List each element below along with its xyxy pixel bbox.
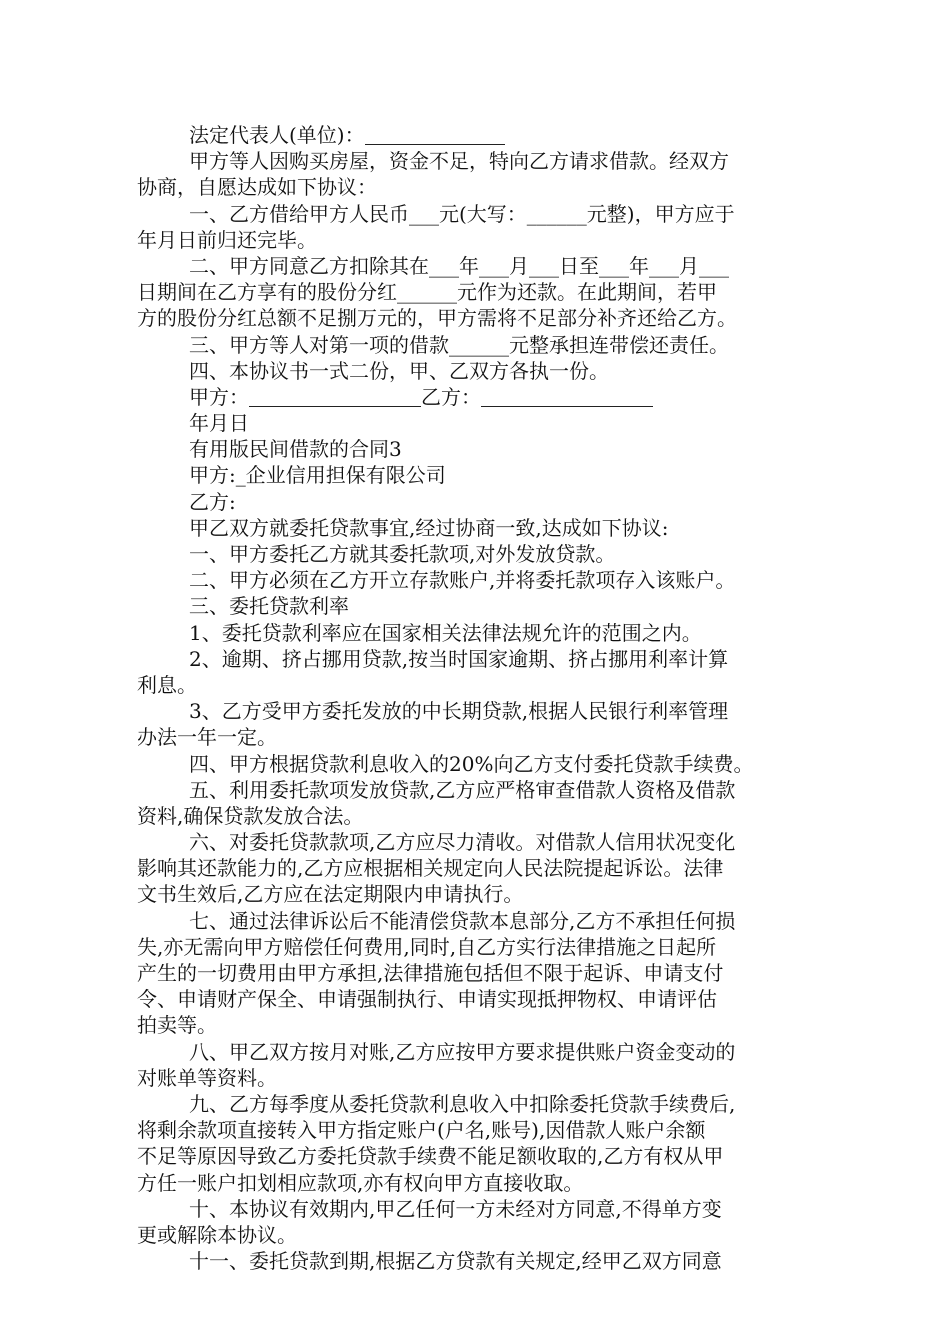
text-line: 失,亦无需向甲方赔偿任何费用,同时,自乙方实行法律措施之日起所 [137, 934, 717, 959]
text-line: 令、申请财产保全、申请强制执行、申请实现抵押物权、申请评估 [137, 987, 717, 1012]
text-line: 方的股份分红总额不足捌万元的，甲方需将不足部分补齐还给乙方。 [137, 306, 737, 331]
text-line: 年月日前归还完毕。 [137, 227, 317, 252]
text-line: 甲方等人因购买房屋，资金不足，特向乙方请求借款。经双方 [189, 149, 729, 174]
text-line: 日期间在乙方享有的股份分红______元作为还款。在此期间，若甲 [137, 280, 717, 305]
text-line: 甲方:_企业信用担保有限公司 [189, 463, 446, 488]
text-line: 协商，自愿达成如下协议： [137, 175, 377, 200]
text-line: 七、通过法律诉讼后不能清偿贷款本息部分,乙方不承担任何损 [189, 908, 736, 933]
text-line: 方任一账户扣划相应款项,亦有权向甲方直接收取。 [137, 1170, 584, 1195]
text-line: 十、本协议有效期内,甲乙任何一方未经对方同意,不得单方变 [189, 1196, 722, 1221]
line-text: 法定代表人(单位)： [189, 123, 365, 147]
date-line: 年月日 [189, 411, 249, 436]
text-line: 五、利用委托款项发放贷款,乙方应严格审查借款人资格及借款 [189, 777, 736, 802]
text-line: 二、甲方同意乙方扣除其在___年___月___日至___年___月___ [189, 253, 729, 278]
signature-line [137, 384, 813, 410]
text-line: 十一、委托贷款到期,根据乙方贷款有关规定,经甲乙双方同意 [189, 1249, 722, 1274]
text-line: 办法一年一定。 [137, 725, 277, 750]
document-body [137, 122, 813, 1274]
text-line: 文书生效后,乙方应在法定期限内申请执行。 [137, 882, 524, 907]
blank-underline [481, 386, 653, 407]
text-line: 三、甲方等人对第一项的借款______元整承担连带偿还责任。 [189, 332, 729, 357]
text-line: 拍卖等。 [137, 1013, 217, 1038]
text-line: 利息。 [137, 672, 197, 697]
text-line: 九、乙方每季度从委托贷款利息收入中扣除委托贷款手续费后, [189, 1091, 736, 1116]
text-line: 三、委托贷款利率 [189, 594, 349, 619]
text-line: 一、乙方借给甲方人民币___元(大写：______元整)，甲方应于 [189, 201, 735, 226]
text-line: 四、甲方根据贷款利息收入的20%向乙方支付委托贷款手续费。 [189, 751, 754, 776]
text-line: 六、对委托贷款款项,乙方应尽力清收。对借款人信用状况变化 [189, 830, 736, 855]
blank-underline [365, 124, 505, 145]
text-line: 3、乙方受甲方委托发放的中长期贷款,根据人民银行利率管理 [189, 699, 729, 724]
text-line: 影响其还款能力的,乙方应根据相关规定向人民法院提起诉讼。法律 [137, 856, 724, 881]
section-title: 有用版民间借款的合同3 [189, 437, 402, 462]
text-line: 四、本协议书一式二份，甲、乙双方各执一份。 [189, 358, 609, 383]
text-line: 对账单等资料。 [137, 1065, 277, 1090]
text-line: 产生的一切费用由甲方承担,法律措施包括但不限于起诉、申请支付 [137, 961, 724, 985]
blank-underline [249, 386, 421, 407]
party-a-label: 甲方： [189, 384, 249, 409]
text-line [137, 122, 813, 148]
text-line: 资料,确保贷款发放合法。 [137, 803, 364, 828]
text-line: 将剩余款项直接转入甲方指定账户(户名,账号),因借款人账户余额 [137, 1118, 706, 1143]
text-line: 1、委托贷款利率应在国家相关法律法规允许的范围之内。 [189, 620, 702, 645]
text-line: 乙方: [189, 489, 236, 514]
text-line: 二、甲方必须在乙方开立存款账户,并将委托款项存入该账户。 [189, 568, 736, 593]
text-line: 2、逾期、挤占挪用贷款,按当时国家逾期、挤占挪用利率计算 [189, 646, 729, 671]
text-line: 不足等原因导致乙方委托贷款手续费不能足额收取的,乙方有权从甲 [137, 1144, 724, 1169]
text-line: 八、甲乙双方按月对账,乙方应按甲方要求提供账户资金变动的 [189, 1039, 736, 1064]
text-line: 甲乙双方就委托贷款事宜,经过协商一致,达成如下协议: [189, 515, 669, 540]
text-line: 一、甲方委托乙方就其委托款项,对外发放贷款。 [189, 542, 616, 566]
party-b-label: 乙方： [421, 384, 481, 409]
text-line: 更或解除本协议。 [137, 1222, 297, 1247]
